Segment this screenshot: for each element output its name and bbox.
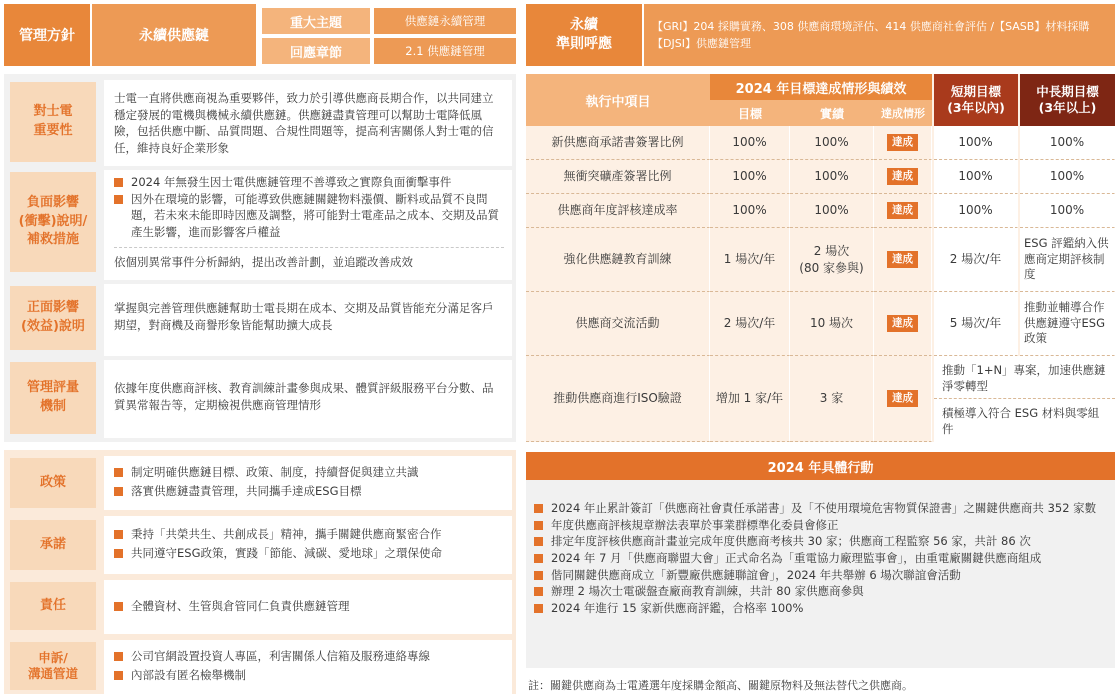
major-topic-label: 重大主題 [289, 15, 342, 31]
status-badge: 達成 [887, 315, 918, 331]
table-cell: 100% [710, 194, 790, 228]
table-cell: 100% [934, 160, 1018, 194]
footnote: 註：關鍵供應商為士電遴選年度採購金額高、關鍵原物料及無法替代之供應商。 [528, 679, 913, 692]
merged-goal-cell: 積極導入符合 ESG 材料與零組件 [934, 399, 1115, 442]
table-cell: ESG 評鑑納入供應商定期評核制度 [1020, 228, 1115, 292]
responsibility-box [104, 580, 512, 634]
responsibility-label: 責任 [10, 582, 96, 630]
table-cell: 100% [790, 160, 874, 194]
chapter-label: 回應章節 [289, 45, 342, 61]
table-cell: 無衝突礦產簽署比例 [526, 160, 710, 194]
table-cell: 強化供應鏈教育訓練 [526, 228, 710, 292]
importance-label: 對士電 重要性 [10, 82, 96, 162]
list-item: 2024 年無發生因士電供應鏈管理不善導致之實際負面衝擊事件 [114, 174, 504, 191]
major-topic-label-box [262, 8, 370, 34]
table-cell: 10 場次 [790, 292, 874, 356]
status-badge: 達成 [887, 134, 918, 150]
list-item: 因外在環境的影響，可能導致供應鏈關鍵物料漲價、斷料或品質不良問題，若未來未能即時因應及調整，將可能對士電產品之成本、交期及品質產生影響，進而影響客戶權益 [114, 191, 504, 241]
status-badge-cell [874, 292, 932, 356]
list-item: 辦理 2 場次士電碳盤查廠商教育訓練，共計 80 家供應商參與 [534, 583, 1105, 600]
table-cell: 2 場次/年 [934, 228, 1018, 292]
status-badge-cell [874, 160, 932, 194]
commitment-label: 承諾 [10, 520, 96, 570]
chapter-value-box [374, 38, 516, 64]
standard-value: 【GRI】204 採購實務、308 供應商環境評估、414 供應商社會評估 /【SASB】材料採購 【DJSI】供應鏈管理 [652, 19, 1090, 50]
list-item: 2024 年進行 15 家新供應商評鑑，合格率 100% [534, 600, 1105, 617]
status-badge: 達成 [887, 202, 918, 218]
list-item: 落實供應鏈盡責管理，共同攜手達成ESG目標 [114, 483, 504, 500]
actions-title-bar: 2024 年具體行動 [526, 452, 1115, 480]
table-cell: 供應商年度評核達成率 [526, 194, 710, 228]
major-topic-value: 供應鏈永續管理 [404, 14, 486, 28]
importance-text: 士電一直將供應商視為重要夥伴，致力於引導供應商長期合作，以共同建立穩定發展的電機與機械永續供應鏈。供應鏈盡責管理可以幫助士電降低風險，包括供應中斷、品質問題、合規性問題等，提高利害關係人對士電的信任，維持良好企業形象 [104, 80, 512, 166]
list-item: 2024 年 7 月「供應商聯盟大會」正式命名為「重電協力廠理監事會」，由重電廠關鍵供應商組成 [534, 550, 1105, 567]
status-badge-cell [874, 194, 932, 228]
table-cell: 100% [934, 126, 1018, 160]
table-cell: 增加 1 家/年 [710, 356, 790, 442]
table-cell: 新供應商承諾書簽署比例 [526, 126, 710, 160]
evaluation-text: 依據年度供應商評核、教育訓練計畫參與成果、體質評級服務平台分數、品質異常報告等，定期檢視供應商管理情形 [104, 360, 512, 438]
evaluation-label: 管理評量 機制 [10, 362, 96, 434]
table-cell: 2 場次 (80 家參與) [790, 228, 874, 292]
status-badge-cell [874, 228, 932, 292]
standard-label-box [526, 4, 642, 66]
major-topic-value-box [374, 8, 516, 34]
status-badge: 達成 [887, 390, 918, 406]
col-actual-header: 實績 [790, 100, 874, 126]
actions-panel [526, 480, 1115, 668]
grievance-label: 申訴/ 溝通管道 [10, 642, 96, 690]
table-cell: 100% [1020, 160, 1115, 194]
table-cell: 推動並輔導合作供應鏈遵守ESG政策 [1020, 292, 1115, 356]
chapter-value: 2.1 供應鏈管理 [405, 44, 485, 58]
status-badge-cell [874, 126, 932, 160]
group-header: 2024 年目標達成情形與績效 [710, 74, 932, 100]
status-badge-cell [874, 356, 932, 442]
col-item-header: 執行中項目 [526, 74, 710, 126]
table-cell: 5 場次/年 [934, 292, 1018, 356]
table-cell: 100% [934, 194, 1018, 228]
list-item: 偕同關鍵供應商成立「新豐廠供應鏈聯誼會」，2024 年共舉辦 6 場次聯誼會活動 [534, 567, 1105, 584]
list-item: 全體資材、生管與倉管同仁負責供應鏈管理 [114, 598, 504, 615]
status-badge: 達成 [887, 251, 918, 267]
table-cell: 100% [710, 160, 790, 194]
guideline-label: 管理方針 [19, 28, 75, 44]
policy-box [104, 456, 512, 510]
table-cell: 100% [710, 126, 790, 160]
list-item: 內部設有匿名檢舉機制 [114, 667, 504, 684]
col-status-header: 達成情形 [874, 100, 932, 126]
list-item: 年度供應商評核規章辦法表單於事業群標準化委員會修正 [534, 517, 1105, 534]
list-item: 制定明確供應鏈目標、政策、制度，持續督促與建立共識 [114, 464, 504, 481]
list-item: 公司官網設置投資人專區，利害關係人信箱及服務連絡專線 [114, 648, 504, 665]
table-cell: 供應商交流活動 [526, 292, 710, 356]
chapter-label-box [262, 38, 370, 64]
standard-label: 永續 準則呼應 [556, 17, 612, 52]
col-long-header: 中長期目標 (3年以上) [1020, 74, 1115, 126]
positive-impact-text: 掌握與完善管理供應鏈幫助士電長期在成本、交期及品質皆能充分滿足客戶期望，對商機及商譽形象皆能幫助擴大成長 [104, 284, 512, 356]
table-cell: 100% [1020, 194, 1115, 228]
table-cell: 1 場次/年 [710, 228, 790, 292]
merged-goal-cell: 推動「1+N」專案，加速供應鏈淨零轉型 [934, 356, 1115, 399]
negative-impact-label: 負面影響 (衝擊)說明/ 補救措施 [10, 172, 96, 272]
standard-value-box [644, 4, 1115, 66]
table-cell: 100% [1020, 126, 1115, 160]
positive-impact-label: 正面影響 (效益)說明 [10, 286, 96, 350]
guideline-value-box [92, 4, 256, 66]
list-item: 排定年度評核供應商計畫並完成年度供應商考核共 30 家；供應商工程監察 56 家，共計 86 次 [534, 533, 1105, 550]
table-cell: 100% [790, 126, 874, 160]
negative-remedy-text: 依個別異常事件分析歸納，提出改善計劃，並追蹤改善成效 [114, 254, 413, 269]
col-target-header: 目標 [710, 100, 790, 126]
guideline-value: 永續供應鏈 [139, 28, 209, 44]
list-item: 秉持「共榮共生、共創成長」精神，攜手關鍵供應商緊密合作 [114, 526, 504, 543]
negative-impact-box [104, 170, 512, 280]
policy-label: 政策 [10, 458, 96, 508]
table-cell: 2 場次/年 [710, 292, 790, 356]
guideline-label-box [4, 4, 90, 66]
commitment-box [104, 516, 512, 574]
list-item: 共同遵守ESG政策，實踐「節能、減碳、愛地球」之環保使命 [114, 545, 504, 562]
table-cell: 3 家 [790, 356, 874, 442]
table-cell: 100% [790, 194, 874, 228]
table-cell: 推動供應商進行ISO驗證 [526, 356, 710, 442]
status-badge: 達成 [887, 168, 918, 184]
col-short-header: 短期目標 (3年以內) [934, 74, 1018, 126]
grievance-box [104, 640, 512, 694]
list-item: 2024 年止累計簽訂「供應商社會責任承諾書」及「不使用環境危害物質保證書」之關鍵供應商共 352 家數 [534, 500, 1105, 517]
